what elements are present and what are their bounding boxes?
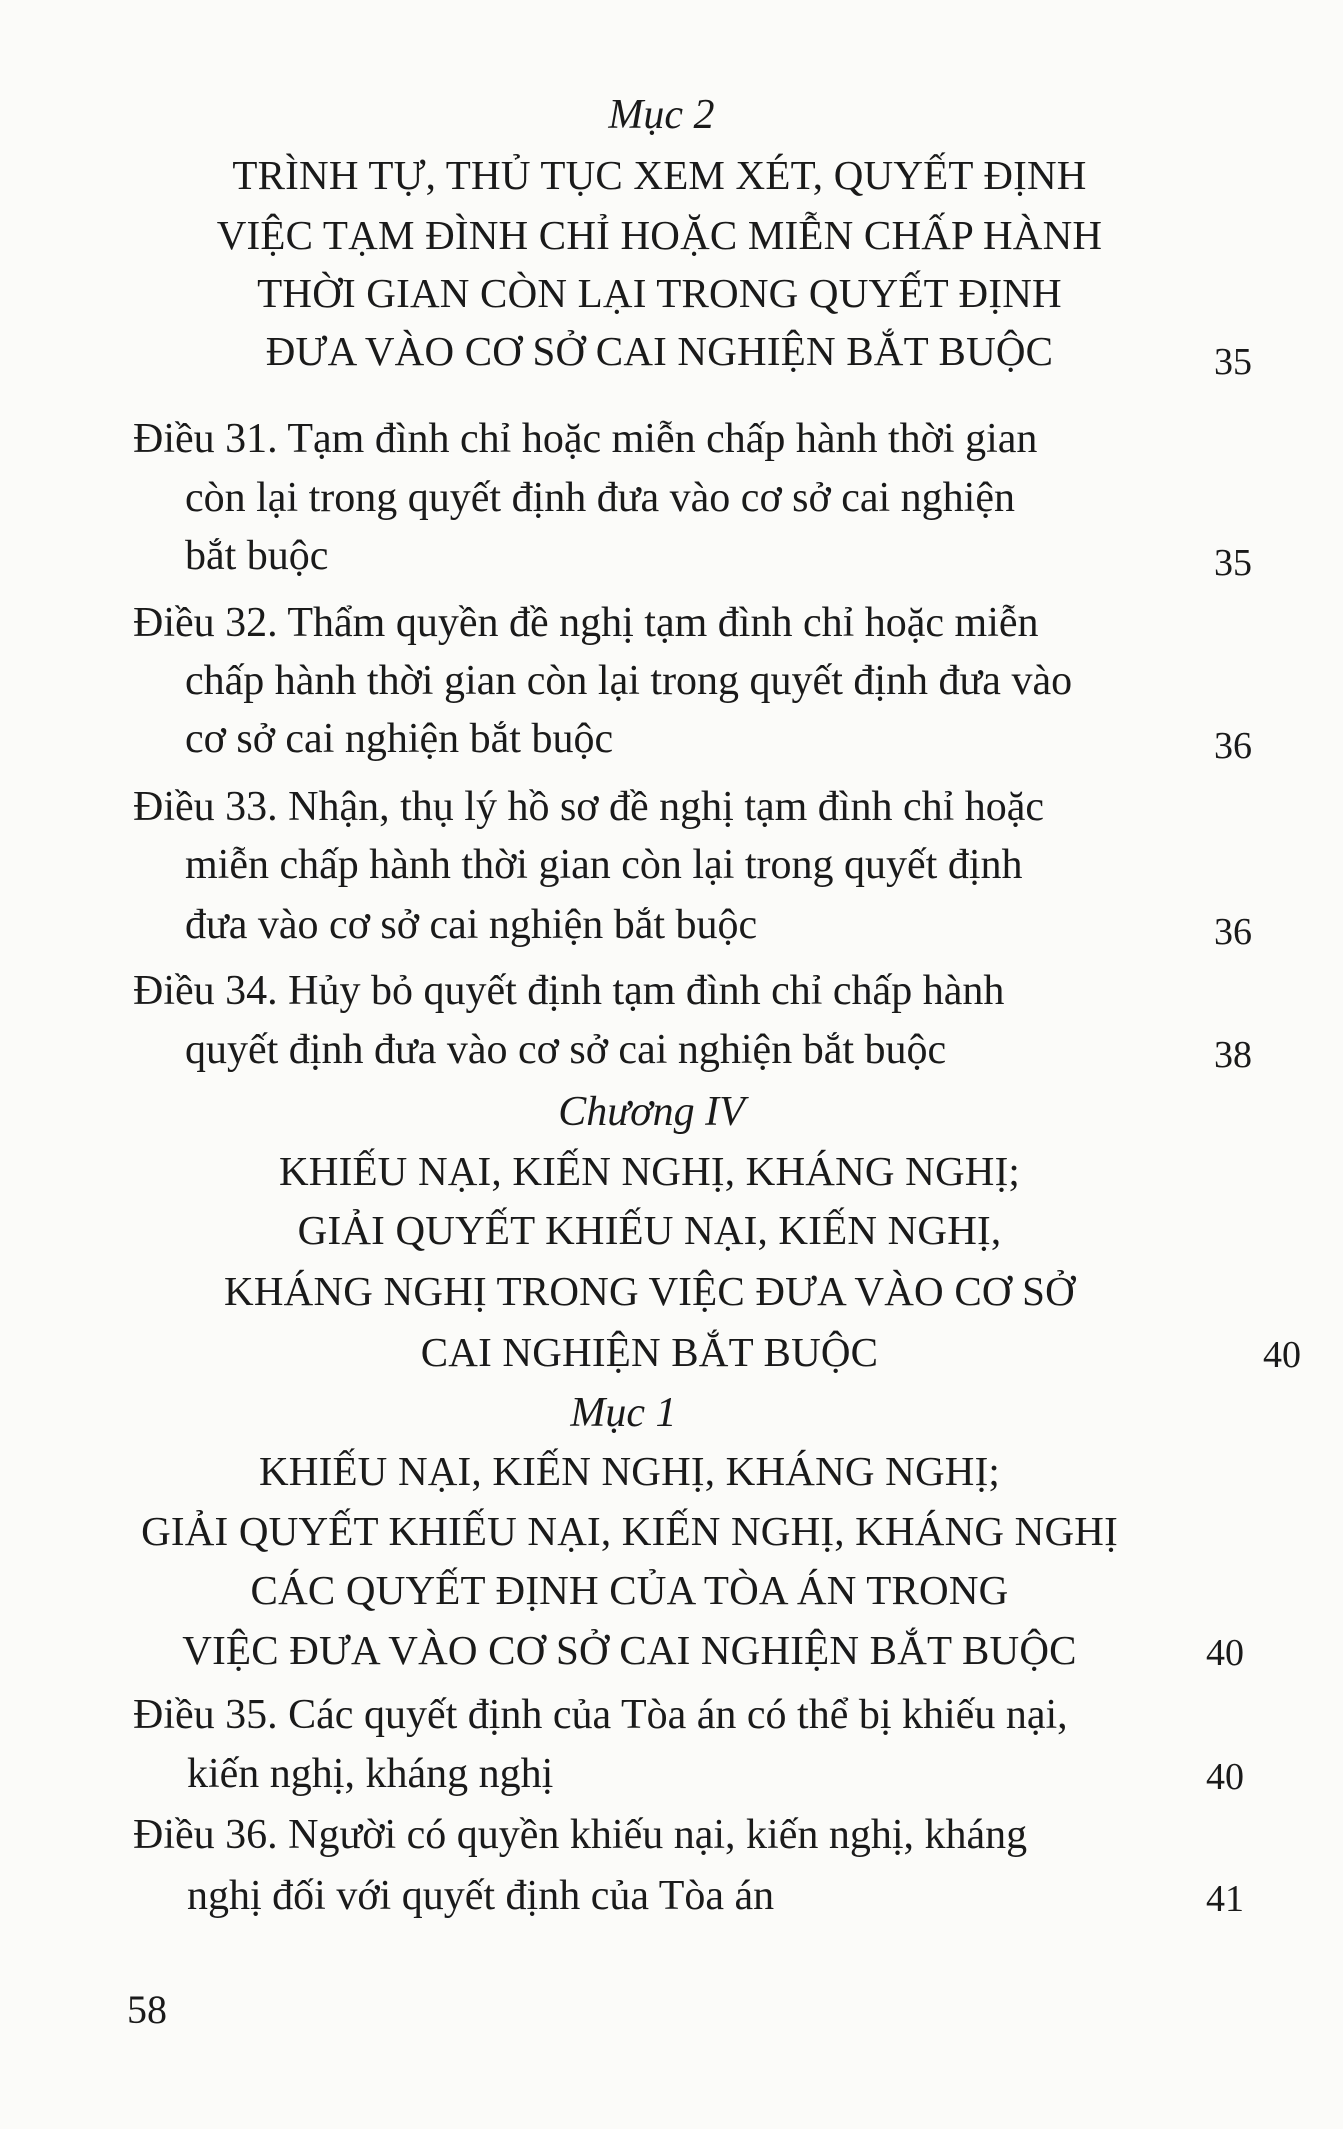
section-title-line-2: VIỆC TẠM ĐÌNH CHỈ HOẶC MIỄN CHẤP HÀNH — [216, 212, 1103, 258]
article-33-page: 36 — [1214, 911, 1252, 953]
article-36-line-2: nghị đối với quyết định của Tòa án — [187, 1873, 775, 1919]
section-title-line-1: TRÌNH TỰ, THỦ TỤC XEM XÉT, QUYẾT ĐỊNH — [232, 152, 1087, 198]
article-34-line-2: quyết định đưa vào cơ sở cai nghiện bắt buộc — [185, 1027, 947, 1073]
article-33-line-3: đưa vào cơ sở cai nghiện bắt buộc — [185, 902, 758, 948]
section2-title-line-1: KHIẾU NẠI, KIẾN NGHỊ, KHÁNG NGHỊ; — [258, 1448, 1001, 1494]
article-34-page: 38 — [1214, 1034, 1252, 1076]
chapter-title-line-1: KHIẾU NẠI, KIẾN NGHỊ, KHÁNG NGHỊ; — [278, 1148, 1021, 1194]
article-32-line-3: cơ sở cai nghiện bắt buộc — [185, 716, 614, 762]
chapter-title-line-2: GIẢI QUYẾT KHIẾU NẠI, KIẾN NGHỊ, — [297, 1207, 1002, 1253]
section-title-line-4: ĐƯA VÀO CƠ SỞ CAI NGHIỆN BẮT BUỘC — [265, 328, 1054, 374]
section2-title-line-4: VIỆC ĐƯA VÀO CƠ SỞ CAI NGHIỆN BẮT BUỘC — [182, 1627, 1077, 1673]
article-31-page: 35 — [1214, 542, 1252, 584]
chapter-label: Chương IV — [558, 1089, 745, 1135]
article-32-line-1: Điều 32. Thẩm quyền đề nghị tạm đình chỉ hoặc miễn — [133, 600, 1039, 646]
section2-title-line-3: CÁC QUYẾT ĐỊNH CỦA TÒA ÁN TRONG — [250, 1567, 1009, 1613]
chapter-title-line-3: KHÁNG NGHỊ TRONG VIỆC ĐƯA VÀO CƠ SỞ — [224, 1268, 1075, 1314]
section2-title-line-2: GIẢI QUYẾT KHIẾU NẠI, KIẾN NGHỊ, KHÁNG NGHỊ — [141, 1508, 1118, 1554]
section2-label: Mục 1 — [570, 1390, 677, 1436]
article-35-line-2: kiến nghị, kháng nghị — [187, 1751, 554, 1797]
section-label: Mục 2 — [608, 92, 715, 138]
article-31-line-3: bắt buộc — [185, 533, 329, 579]
article-33-line-1: Điều 33. Nhận, thụ lý hồ sơ đề nghị tạm đình chỉ hoặc — [133, 784, 1045, 830]
footer-page-number: 58 — [127, 1987, 167, 2032]
article-32-line-2: chấp hành thời gian còn lại trong quyết định đưa vào — [185, 658, 1073, 704]
section-page-number: 35 — [1214, 341, 1252, 383]
article-33-line-2: miễn chấp hành thời gian còn lại trong quyết định — [185, 842, 1023, 888]
article-36-line-1: Điều 36. Người có quyền khiếu nại, kiến nghị, kháng — [133, 1812, 1028, 1858]
article-31-line-2: còn lại trong quyết định đưa vào cơ sở cai nghiện — [185, 475, 1015, 521]
article-32-page: 36 — [1214, 725, 1252, 767]
article-34-line-1: Điều 34. Hủy bỏ quyết định tạm đình chỉ chấp hành — [133, 968, 1005, 1014]
article-36-page: 41 — [1206, 1878, 1244, 1920]
article-35-line-1: Điều 35. Các quyết định của Tòa án có thể bị khiếu nại, — [133, 1692, 1068, 1738]
article-31-line-1: Điều 31. Tạm đình chỉ hoặc miễn chấp hành thời gian — [133, 416, 1038, 462]
article-35-page: 40 — [1206, 1756, 1244, 1798]
section-title-line-3: THỜI GIAN CÒN LẠI TRONG QUYẾT ĐỊNH — [257, 270, 1062, 316]
chapter-page-number: 40 — [1263, 1334, 1301, 1376]
section2-page-number: 40 — [1206, 1632, 1244, 1674]
chapter-title-line-4: CAI NGHIỆN BẮT BUỘC — [420, 1329, 879, 1375]
